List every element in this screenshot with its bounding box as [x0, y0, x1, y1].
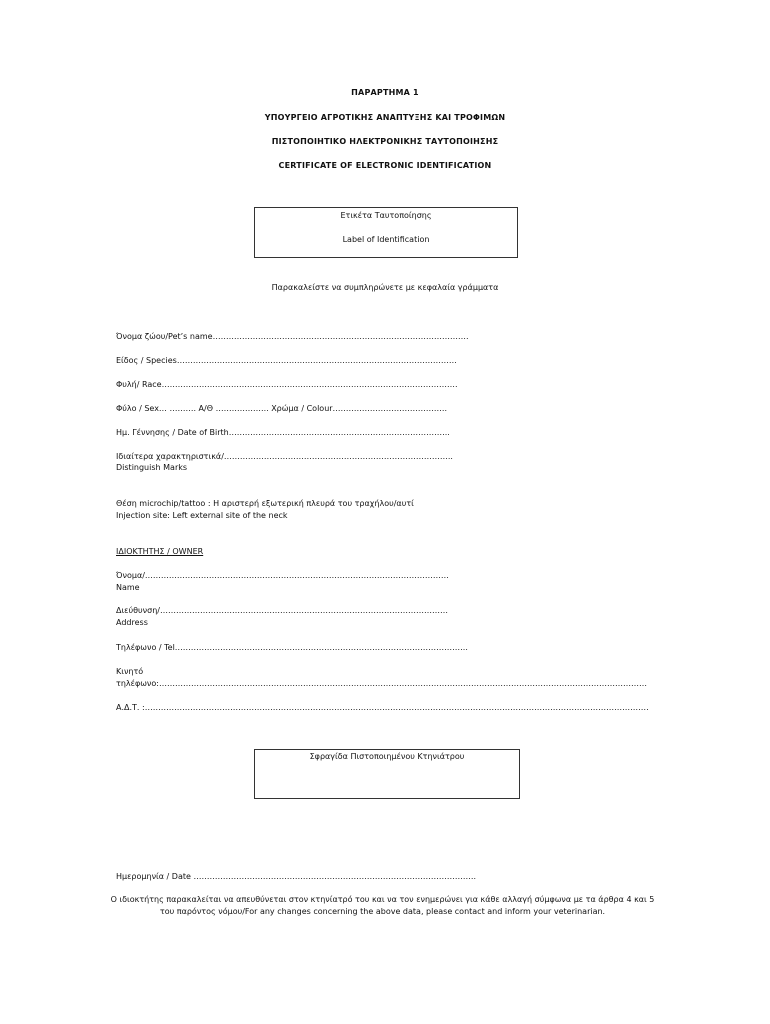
label-of-identification-box	[254, 207, 518, 258]
certificate-title-gr: ΠΙΣΤΟΠΟΙΗΤΙΚΟ ΗΛΕΚΤΡΟΝΙΚΗΣ ΤΑΥΤΟΠΟΙΗΣΗΣ	[271, 137, 499, 146]
date-field: Ημερομηνία / Date …………………………………………………………………………………………….	[116, 872, 476, 881]
owner-name-en: Name	[116, 583, 140, 592]
owner-address-field: Διεύθυνση/………………………………………………………………………………………………	[116, 606, 448, 615]
owner-mobile-label: Κινητό	[116, 667, 144, 676]
injection-site-en: Injection site: Left external site of the neck	[116, 511, 288, 520]
date-of-birth-field: Ημ. Γέννησης / Date of Birth………………………………………………………………………..	[116, 428, 450, 437]
race-field: Φυλή/ Race…………………………………………………………………………………………………	[116, 380, 458, 389]
distinguish-marks-field: Ιδιαίτερα χαρακτηριστικά/…………………………………………………………………………..	[116, 452, 453, 461]
owner-address-en: Address	[116, 618, 148, 627]
sex-colour-field: Φύλο / Sex… ………. Α/Θ ……………….. Χρώμα / Colour…………………………………….	[116, 404, 448, 413]
footer-note: Ο ιδιοκτήτης παρακαλείται να απευθύνεται στον κτηνίατρό του και να τον ενημερώνει για κάθε αλλαγή σύμφωνα με τα άρθρα 4 και 5 του παρόντος νόμου/For any changes concerning the above data, please contact and inform your veterinarian.	[110, 895, 655, 916]
owner-heading: ΙΔΙΟΚΤΗΤΗΣ / OWNER	[116, 547, 204, 556]
certificate-title-en: CERTIFICATE OF ELECTRONIC IDENTIFICATION	[278, 161, 492, 170]
label-box-gr: Ετικέτα Ταυτοποίησης	[340, 211, 432, 220]
ministry-title: ΥΠΟΥΡΓΕΙΟ ΑΓΡΟΤΙΚΗΣ ΑΝΑΠΤΥΞΗΣ ΚΑΙ ΤΡΟΦΙΜΩΝ	[264, 113, 506, 122]
vet-stamp-label: Σφραγίδα Πιστοποιημένου Κτηνιάτρου	[309, 752, 465, 761]
label-box-en: Label of Identification	[342, 235, 430, 244]
owner-id-field: Α.Δ.Τ. :………………………………………………………………………………………………………………………………………………………………………	[116, 703, 649, 712]
species-field: Είδος / Species……………………………………………………………………………………………	[116, 356, 457, 365]
owner-tel-field: Τηλέφωνο / Tel………………………………………………………………………………………………..	[116, 643, 468, 652]
annex-title: ΠΑΡΑΡΤΗΜΑ 1	[351, 88, 419, 97]
distinguish-marks-en: Distinguish Marks	[116, 463, 188, 472]
capital-letters-instruction: Παρακαλείστε να συμπληρώνετε με κεφαλαία γράμματα	[271, 283, 499, 292]
owner-name-field: Όνομα/……………………………………………………………………………………………………	[116, 571, 449, 580]
vet-stamp-box	[254, 749, 520, 799]
microchip-position-gr: Θέση microchip/tattoo : Η αριστερή εξωτερική πλευρά του τραχήλου/αυτί	[116, 499, 414, 508]
owner-mobile-field: τηλέφωνο:…………………………………………………………………………………………………………………………………………………………………	[116, 679, 647, 688]
pet-name-field: Όνομα ζώου/Pet’s name……………………………………………………………………………………	[116, 332, 469, 341]
